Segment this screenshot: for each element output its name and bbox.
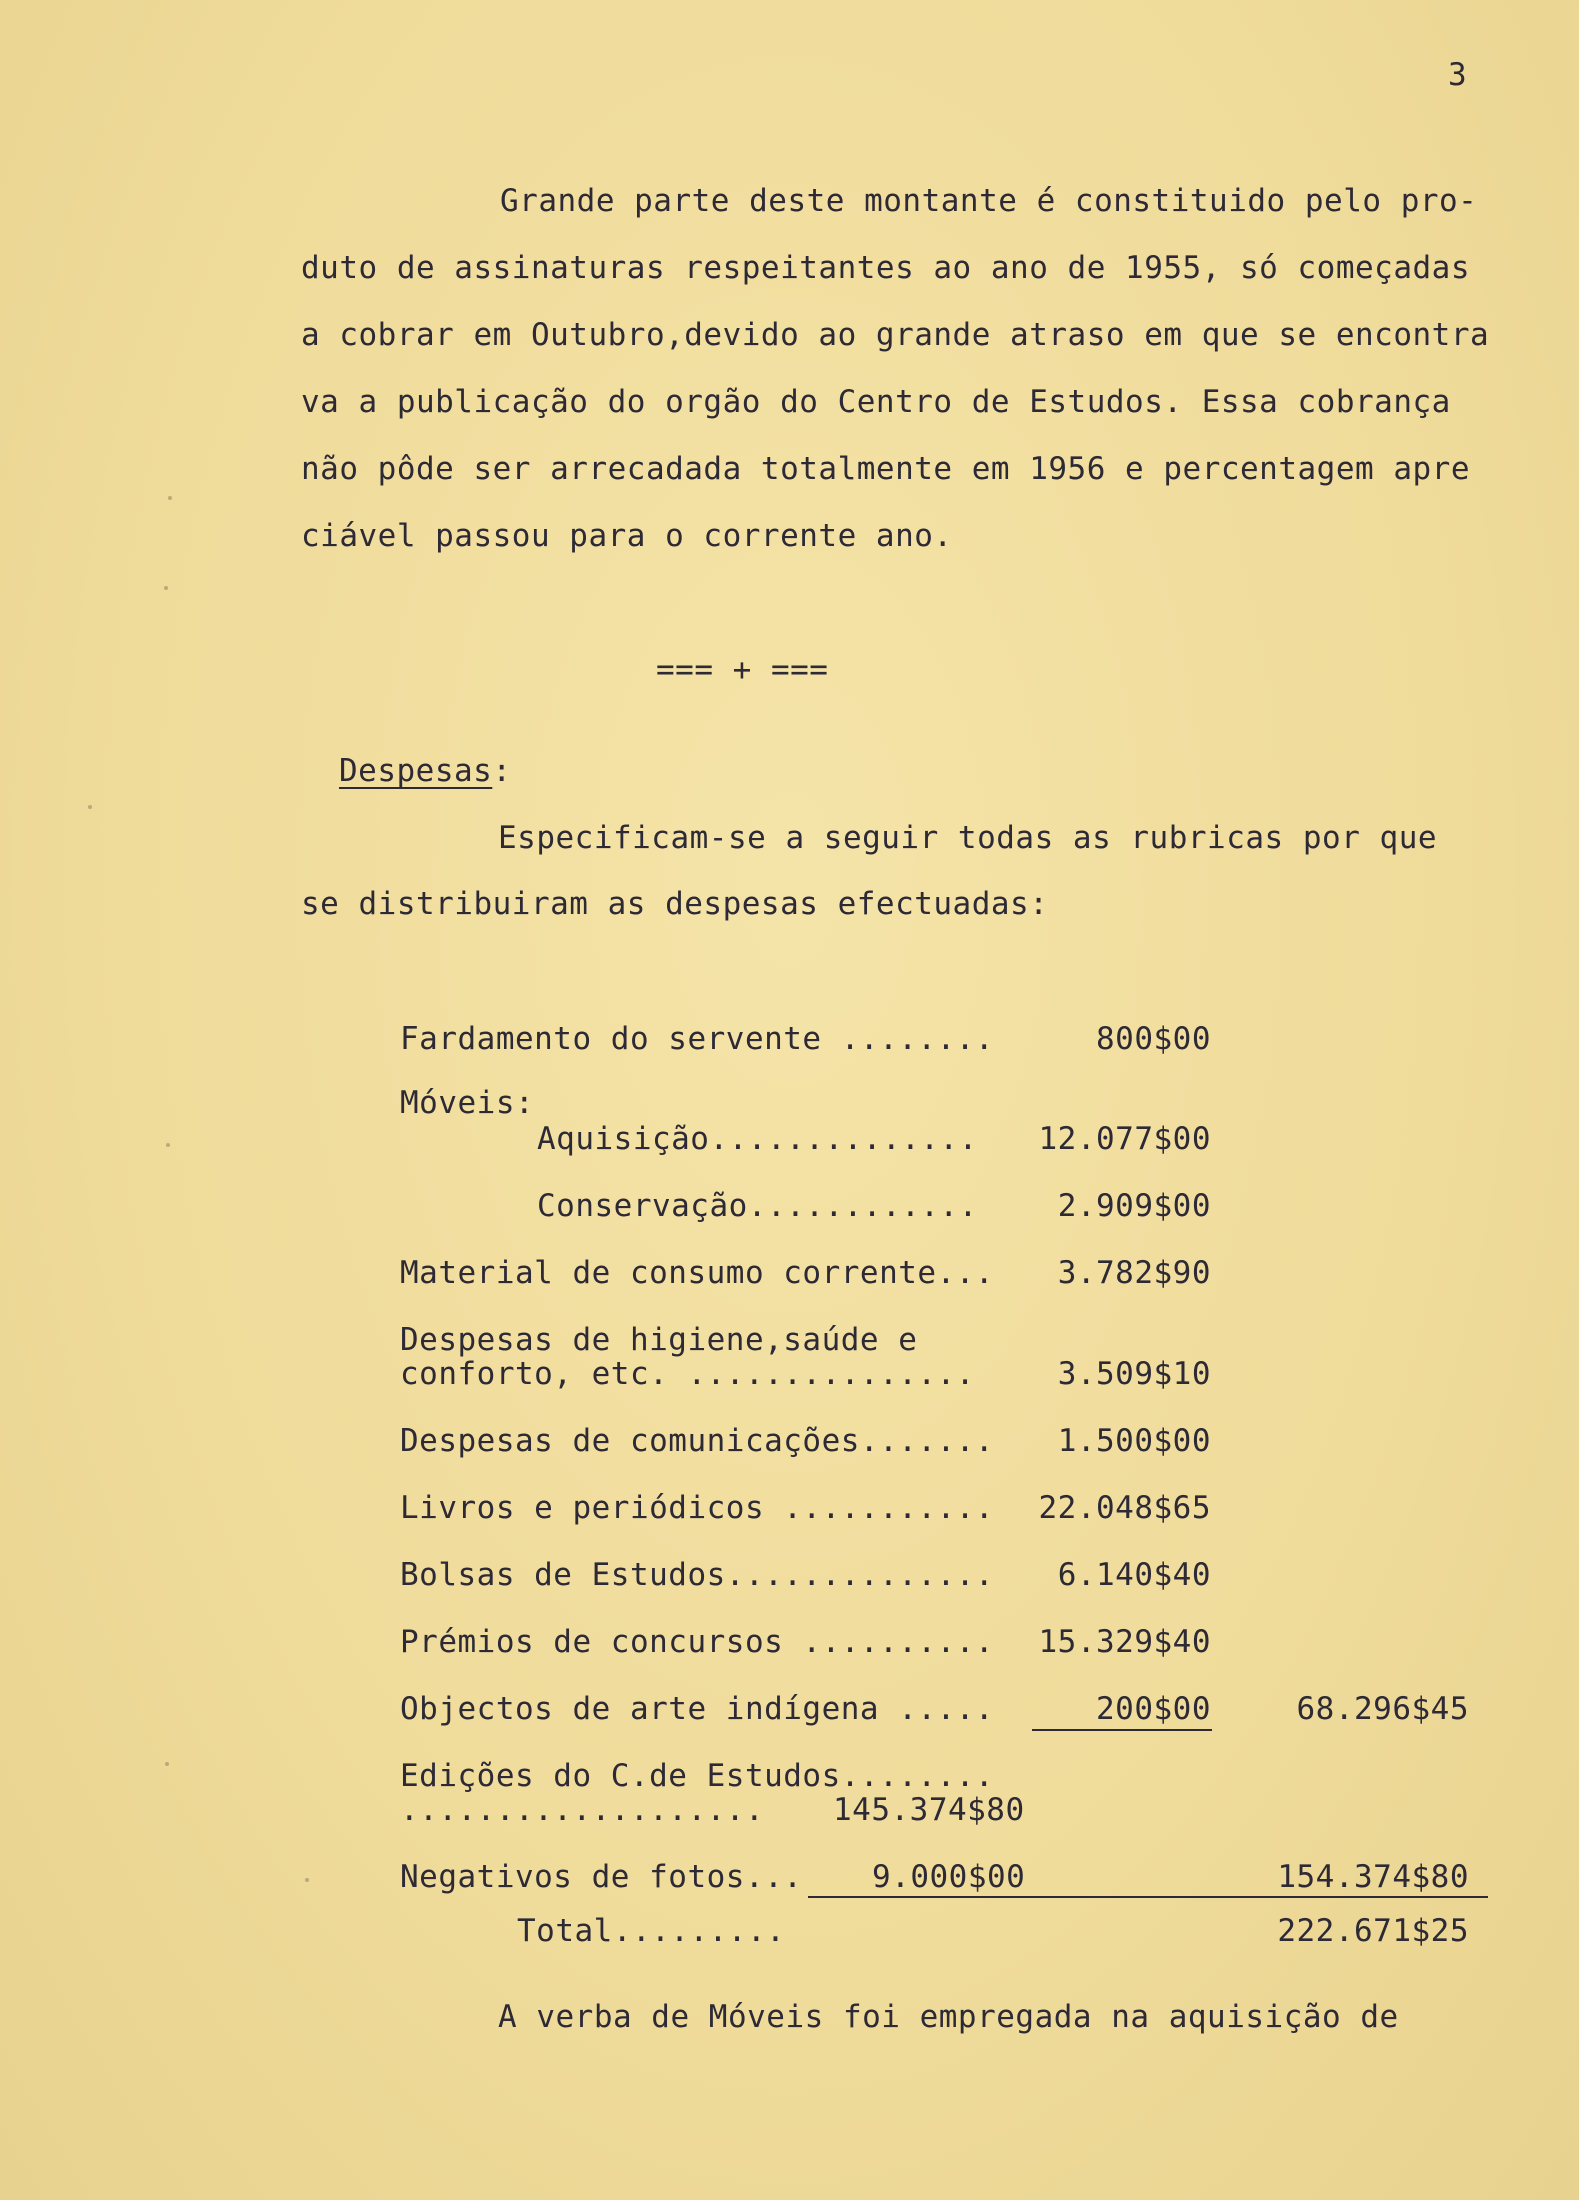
paper-speck <box>165 1762 169 1766</box>
expense-label: Despesas de higiene,saúde e <box>400 1322 918 1358</box>
expense-label: Aquisição.............. <box>537 1121 978 1157</box>
expense-value: 200$00 <box>1096 1691 1211 1727</box>
section-heading-colon: : <box>492 753 512 789</box>
expense-label: Material de consumo corrente... <box>400 1255 995 1291</box>
paper-speck <box>168 496 172 500</box>
expense-label: Edições do C.de Estudos........ <box>400 1758 995 1794</box>
section-heading <box>339 753 512 789</box>
expense-subtotal: 154.374$80 <box>1277 1859 1469 1895</box>
expense-subtotal: 68.296$45 <box>1296 1691 1469 1727</box>
expense-label: Livros e periódicos ........... <box>400 1490 995 1526</box>
paragraph-line: a cobrar em Outubro,devido ao grande atraso em que se encontra <box>301 317 1490 353</box>
paragraph-line: duto de assinaturas respeitantes ao ano de 1955, só começadas <box>301 250 1470 286</box>
closing-line: A verba de Móveis foi empregada na aquisição de <box>498 1999 1399 2035</box>
expense-value: 1.500$00 <box>1057 1423 1211 1459</box>
total-label: Total......... <box>517 1913 786 1949</box>
expense-label: Negativos de fotos... <box>400 1859 803 1895</box>
expense-value: 6.140$40 <box>1057 1557 1211 1593</box>
paper-speck <box>305 1878 309 1882</box>
total-value: 222.671$25 <box>1277 1913 1469 1949</box>
paragraph-line: não pôde ser arrecadada totalmente em 1956 e percentagem apre <box>301 451 1470 487</box>
expense-label: Prémios de concursos .......... <box>400 1624 995 1660</box>
expense-value: 800$00 <box>1096 1021 1211 1057</box>
expense-label: ................... <box>400 1792 765 1828</box>
underline-rule <box>1032 1729 1212 1731</box>
expense-label: Despesas de comunicações....... <box>400 1423 995 1459</box>
expense-label: Objectos de arte indígena ..... <box>400 1691 995 1727</box>
paragraph-line: Grande parte deste montante é constituido pelo pro- <box>500 183 1478 219</box>
expense-value: 3.509$10 <box>1057 1356 1211 1392</box>
section-heading-text: Despesas <box>339 753 493 789</box>
expense-value: 12.077$00 <box>1038 1121 1211 1157</box>
paper-speck <box>164 586 168 590</box>
expense-value: 22.048$65 <box>1038 1490 1211 1526</box>
underline-rule <box>808 1896 1488 1898</box>
expense-label: Bolsas de Estudos.............. <box>400 1557 995 1593</box>
expense-group-header: Móveis: <box>400 1085 535 1121</box>
expense-value: 3.782$90 <box>1057 1255 1211 1291</box>
intro-line: se distribuiram as despesas efectuadas: <box>301 886 1049 922</box>
paragraph-line: va a publicação do orgão do Centro de Estudos. Essa cobrança <box>301 384 1451 420</box>
paragraph-line: ciável passou para o corrente ano. <box>301 518 953 554</box>
paper-speck <box>88 805 92 809</box>
page-number: 3 <box>1448 57 1468 93</box>
intro-line: Especificam-se a seguir todas as rubricas por que <box>498 820 1438 856</box>
expense-label: Fardamento do servente ........ <box>400 1021 995 1057</box>
section-separator: === + === <box>656 652 829 688</box>
paper-speck <box>166 1143 170 1147</box>
expense-value: 145.374$80 <box>833 1792 1025 1828</box>
expense-value: 9.000$00 <box>872 1859 1026 1895</box>
expense-value: 15.329$40 <box>1038 1624 1211 1660</box>
expense-label: conforto, etc. ............... <box>400 1356 975 1392</box>
expense-label: Conservação............ <box>537 1188 978 1224</box>
expense-value: 2.909$00 <box>1057 1188 1211 1224</box>
